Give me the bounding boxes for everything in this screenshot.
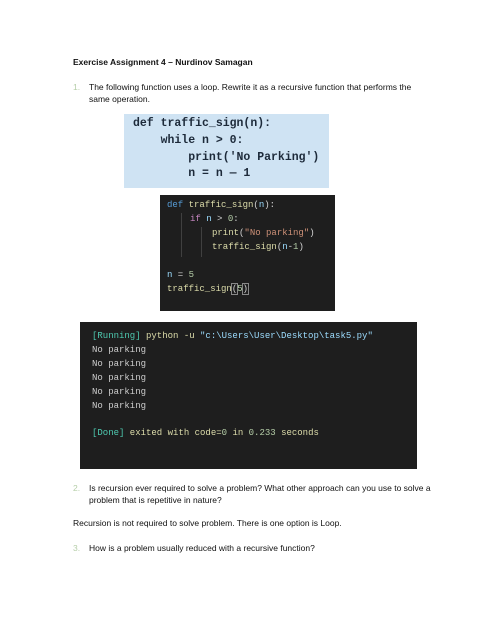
page-title: Exercise Assignment 4 – Nurdinov Samagan bbox=[73, 57, 253, 67]
code-line: n = 5 bbox=[167, 270, 195, 280]
code-line: while n > 0: bbox=[133, 134, 244, 147]
recursive-code-editor bbox=[160, 195, 335, 311]
terminal-output-line: No parking bbox=[92, 373, 147, 383]
terminal-output bbox=[80, 322, 417, 469]
question-text: The following function uses a loop. Rewrite it as a recursive function that performs the same operation. bbox=[89, 82, 412, 104]
terminal-output-line: No parking bbox=[92, 345, 147, 355]
code-line: traffic_sign(5) bbox=[167, 284, 249, 294]
code-line: def traffic_sign(n): bbox=[133, 117, 272, 130]
indent-guide bbox=[181, 213, 182, 257]
question-number: 3. bbox=[73, 543, 81, 553]
loop-code-image bbox=[124, 114, 329, 188]
indent-guide bbox=[201, 227, 202, 257]
code-line: def traffic_sign(n): bbox=[167, 200, 276, 210]
question-text: Is recursion ever required to solve a problem? What other approach can you use to solve a problem that is repetitive in nature? bbox=[89, 483, 431, 505]
question-text: How is a problem usually reduced with a recursive function? bbox=[89, 543, 315, 553]
code-line: print('No Parking') bbox=[133, 151, 320, 164]
terminal-output-line: No parking bbox=[92, 401, 147, 411]
terminal-command-line: [Running] python -u "c:\Users\User\Desktop\task5.py" bbox=[92, 331, 373, 341]
code-line: print("No parking") bbox=[212, 228, 315, 238]
question-number: 1. bbox=[73, 82, 81, 92]
answer-2: Recursion is not required to solve problem. There is one option is Loop. bbox=[73, 518, 342, 528]
code-line: if n > 0: bbox=[190, 214, 239, 224]
code-line: n = n — 1 bbox=[133, 167, 251, 180]
terminal-output-line: No parking bbox=[92, 387, 147, 397]
question-number: 2. bbox=[73, 483, 81, 493]
terminal-done-line: [Done] exited with code=0 in 0.233 seconds bbox=[92, 428, 319, 438]
code-line: traffic_sign(n-1) bbox=[212, 242, 304, 252]
terminal-output-line: No parking bbox=[92, 359, 147, 369]
